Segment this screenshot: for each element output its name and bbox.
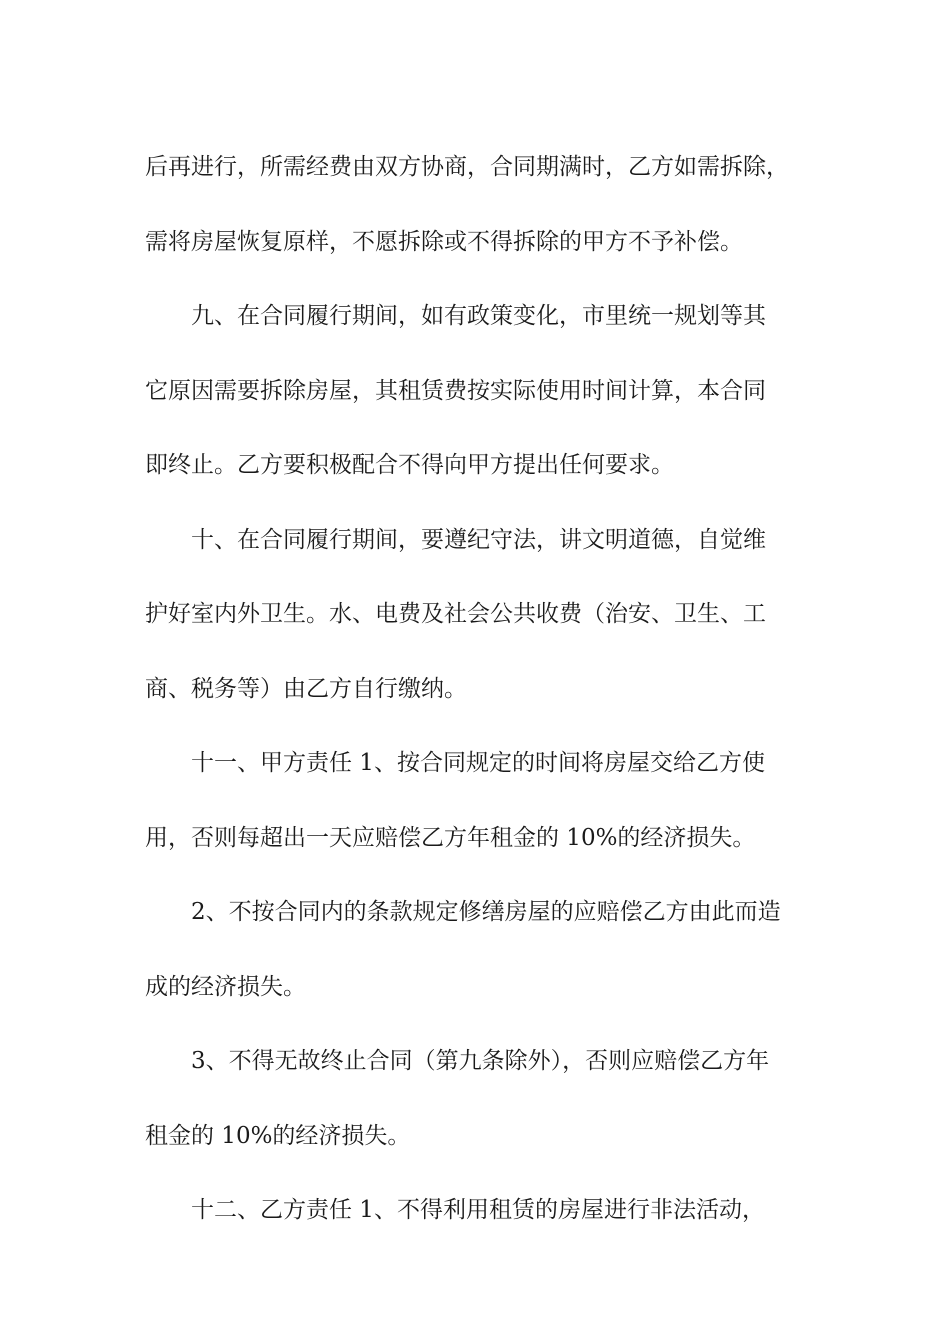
text-line: 十二、乙方责任 1、不得利用租赁的房屋进行非法活动， (191, 1197, 765, 1223)
text-line: 它原因需要拆除房屋，其租赁费按实际使用时间计算，本合同 (145, 377, 766, 404)
text-line: 护好室内外卫生。水、电费及社会公共收费（治安、卫生、工 (145, 601, 766, 627)
text-line: 商、税务等）由乙方自行缴纳。 (145, 675, 467, 702)
text-line: 即终止。乙方要积极配合不得向甲方提出任何要求。 (145, 452, 674, 478)
text-line: 租金的 10%的经济损失。 (145, 1122, 411, 1149)
text-line: 成的经济损失。 (145, 973, 306, 1000)
text-line: 3、不得无故终止合同（第九条除外），否则应赔偿乙方年 (191, 1048, 770, 1074)
text-line: 用，否则每超出一天应赔偿乙方年租金的 10%的经济损失。 (145, 824, 756, 851)
text-line: 2、不按合同内的条款规定修缮房屋的应赔偿乙方由此而造 (191, 899, 781, 925)
text-line: 十一、甲方责任 1、按合同规定的时间将房屋交给乙方使 (191, 750, 765, 776)
text-line: 十、在合同履行期间，要遵纪守法，讲文明道德，自觉维 (191, 526, 766, 553)
text-line: 九、在合同履行期间，如有政策变化，市里统一规划等其 (191, 303, 766, 329)
text-line: 需将房屋恢复原样，不愿拆除或不得拆除的甲方不予补偿。 (145, 228, 743, 255)
document-body (145, 130, 810, 1248)
text-line: 后再进行，所需经费由双方协商，合同期满时，乙方如需拆除， (145, 154, 789, 180)
